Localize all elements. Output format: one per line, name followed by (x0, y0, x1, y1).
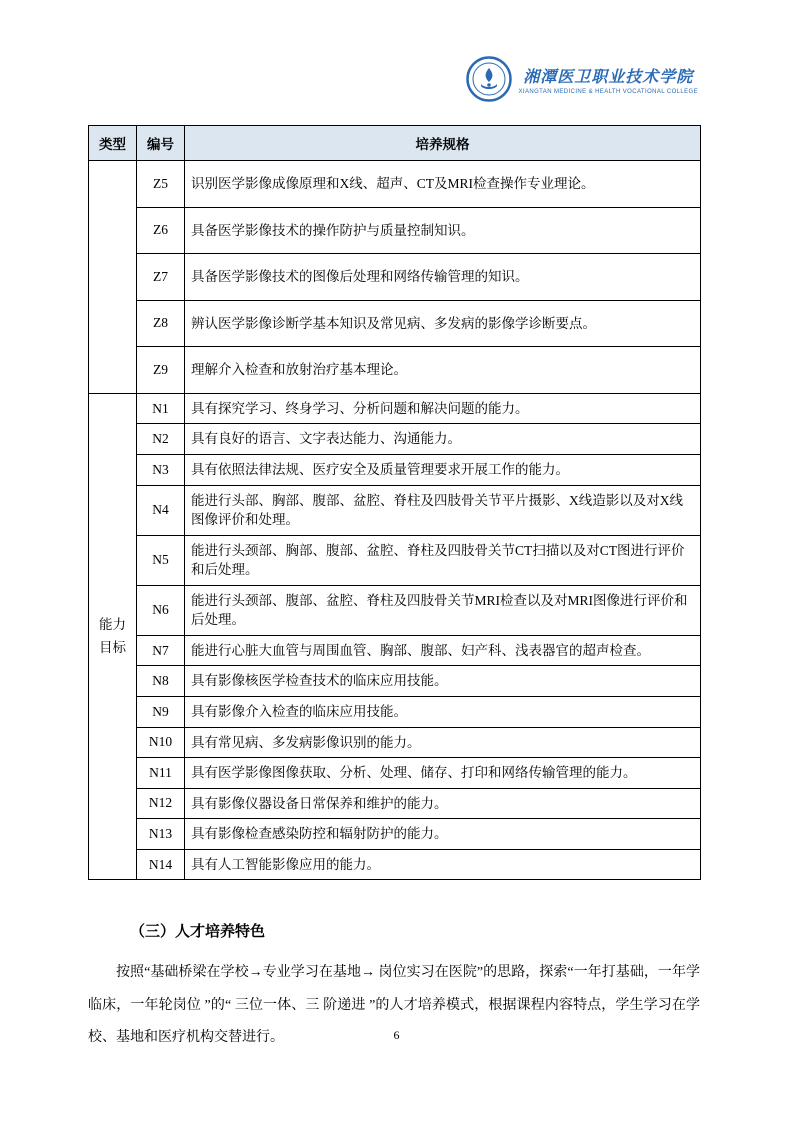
spec-cell: 具有影像检查感染防控和辐射防护的能力。 (185, 819, 701, 850)
table-row (89, 535, 701, 585)
code-cell: N14 (137, 849, 185, 880)
column-header-type: 类型 (89, 126, 137, 161)
code-cell: N2 (137, 424, 185, 455)
column-header-spec: 培养规格 (185, 126, 701, 161)
table-row (89, 849, 701, 880)
table-row (89, 635, 701, 666)
spec-cell: 能进行头部、胸部、腹部、盆腔、脊柱及四肢骨关节平片摄影、X线造影以及对X线图像评价和处理。 (185, 485, 701, 535)
spec-cell: 具备医学影像技术的操作防护与质量控制知识。 (185, 207, 701, 254)
column-header-code: 编号 (137, 126, 185, 161)
spec-cell: 具备医学影像技术的图像后处理和网络传输管理的知识。 (185, 254, 701, 301)
code-cell: N8 (137, 666, 185, 697)
table-row (89, 666, 701, 697)
table-row (89, 697, 701, 728)
college-logo (466, 56, 698, 102)
college-emblem-icon (466, 56, 512, 102)
table-row (89, 393, 701, 424)
spec-cell: 辨认医学影像诊断学基本知识及常见病、多发病的影像学诊断要点。 (185, 300, 701, 347)
code-cell: N6 (137, 585, 185, 635)
spec-cell: 具有人工智能影像应用的能力。 (185, 849, 701, 880)
table-row (89, 254, 701, 301)
code-cell: Z5 (137, 161, 185, 208)
spec-cell: 具有影像仪器设备日常保养和维护的能力。 (185, 788, 701, 819)
code-cell: N1 (137, 393, 185, 424)
code-cell: N9 (137, 697, 185, 728)
table-row (89, 819, 701, 850)
code-cell: Z9 (137, 347, 185, 394)
section-paragraph: 按照“基础桥梁在学校→专业学习在基地→ 岗位实习在医院”的思路，探索“一年打基础，一年学临床，一年轮岗位 ”的“ 三位一体、三 阶递进 ”的人才培养模式，根据课程内容特点，学生学习在学校、基地和医疗机构交替进行。 (88, 965, 700, 1045)
spec-cell: 具有常见病、多发病影像识别的能力。 (185, 727, 701, 758)
table-row (89, 585, 701, 635)
spec-cell: 识别医学影像成像原理和X线、超声、CT及MRI检查操作专业理论。 (185, 161, 701, 208)
table-row (89, 207, 701, 254)
spec-cell: 具有依照法律法规、医疗安全及质量管理要求开展工作的能力。 (185, 454, 701, 485)
code-cell: N7 (137, 635, 185, 666)
college-name-en: XIANGTAN MEDICINE & HEALTH VOCATIONAL COLLEGE (518, 88, 698, 95)
spec-cell: 能进行头颈部、胸部、腹部、盆腔、脊柱及四肢骨关节CT扫描以及对CT图进行评价和后处理。 (185, 535, 701, 585)
spec-cell: 具有探究学习、终身学习、分析问题和解决问题的能力。 (185, 393, 701, 424)
spec-cell: 具有影像介入检查的临床应用技能。 (185, 697, 701, 728)
code-cell: N11 (137, 758, 185, 789)
code-cell: Z8 (137, 300, 185, 347)
code-cell: N13 (137, 819, 185, 850)
spec-cell: 理解介入检查和放射治疗基本理论。 (185, 347, 701, 394)
code-cell: N3 (137, 454, 185, 485)
table-row (89, 300, 701, 347)
training-spec-table (88, 125, 701, 880)
code-cell: N10 (137, 727, 185, 758)
spec-cell: 具有良好的语言、文字表达能力、沟通能力。 (185, 424, 701, 455)
table-row (89, 161, 701, 208)
section-heading: （三）人才培养特色 (130, 924, 266, 941)
table-header-row (89, 126, 701, 161)
spec-cell: 具有医学影像图像获取、分析、处理、储存、打印和网络传输管理的能力。 (185, 758, 701, 789)
code-cell: Z6 (137, 207, 185, 254)
table-row (89, 788, 701, 819)
code-cell: N4 (137, 485, 185, 535)
table-row (89, 454, 701, 485)
spec-cell: 能进行心脏大血管与周围血管、胸部、腹部、妇产科、浅表器官的超声检查。 (185, 635, 701, 666)
type-cell (89, 161, 137, 394)
table-row (89, 727, 701, 758)
table-row (89, 347, 701, 394)
table-row (89, 485, 701, 535)
page-number: 6 (393, 1028, 400, 1042)
college-name-cn: 湘潭医卫职业技术学院 (523, 68, 694, 86)
spec-cell: 能进行头颈部、腹部、盆腔、脊柱及四肢骨关节MRI检查以及对MRI图像进行评价和后处理。 (185, 585, 701, 635)
code-cell: N12 (137, 788, 185, 819)
code-cell: N5 (137, 535, 185, 585)
college-logo-text (519, 64, 698, 95)
table-row (89, 758, 701, 789)
spec-cell: 具有影像核医学检查技术的临床应用技能。 (185, 666, 701, 697)
table-row (89, 424, 701, 455)
code-cell: Z7 (137, 254, 185, 301)
type-cell: 能力目标 (89, 393, 137, 880)
